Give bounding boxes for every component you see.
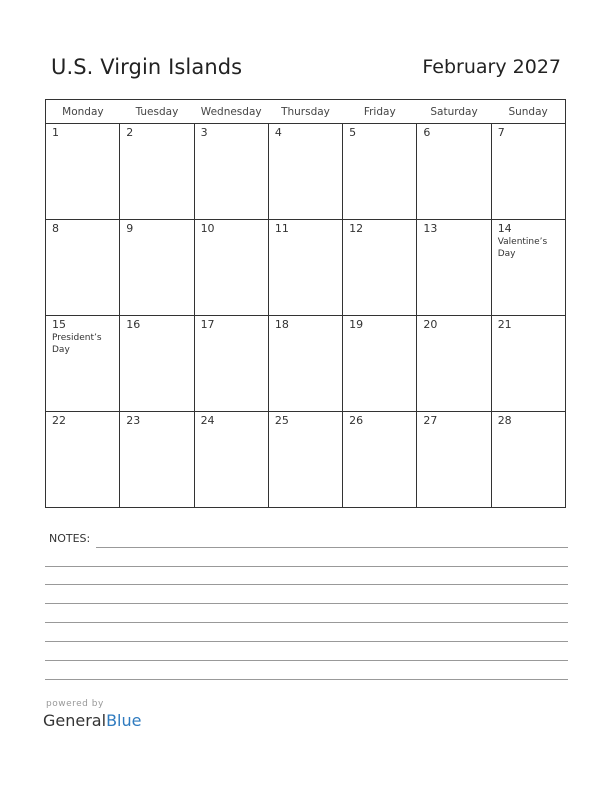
- day-cell: [268, 124, 342, 220]
- day-number: 5: [349, 126, 357, 139]
- day-number: 28: [497, 414, 512, 427]
- day-cell: [417, 220, 491, 316]
- day-number: 24: [200, 414, 215, 427]
- day-cell: [194, 124, 268, 220]
- day-cell: [46, 412, 120, 508]
- note-line: [45, 660, 568, 661]
- day-cell: [120, 124, 194, 220]
- week-row: [46, 220, 566, 316]
- day-cell: [46, 124, 120, 220]
- day-number: 22: [52, 414, 66, 427]
- day-number: 7: [497, 126, 505, 139]
- day-cell: [417, 124, 491, 220]
- generalblue-logo: [43, 711, 141, 730]
- weekday-tuesday: Tuesday: [120, 100, 194, 124]
- powered-by-text: powered by: [46, 699, 104, 709]
- day-number: 14: [497, 222, 512, 235]
- week-row: [46, 412, 566, 508]
- note-line: [45, 584, 568, 585]
- week-row: [46, 316, 566, 412]
- day-cell: [120, 316, 194, 412]
- day-cell: [417, 412, 491, 508]
- weekday-wednesday: Wednesday: [194, 100, 268, 124]
- calendar-month: February 2027: [422, 56, 561, 78]
- day-cell: [194, 316, 268, 412]
- day-cell: [491, 124, 565, 220]
- day-cell: [268, 316, 342, 412]
- holiday-label: Valentine’s Day: [497, 237, 548, 259]
- weekday-sunday: Sunday: [491, 100, 565, 124]
- note-line: [45, 641, 568, 642]
- day-cell: [491, 316, 565, 412]
- day-number: 27: [423, 414, 438, 427]
- day-number: 23: [126, 414, 141, 427]
- weekday-header-row: [46, 100, 566, 124]
- day-number: 8: [52, 222, 59, 235]
- day-cell: [194, 220, 268, 316]
- day-cell: [194, 412, 268, 508]
- day-number: 17: [200, 318, 215, 331]
- day-cell: [46, 220, 120, 316]
- day-number: 25: [274, 414, 289, 427]
- day-number: 1: [52, 126, 59, 139]
- day-number: 9: [126, 222, 134, 235]
- day-cell: [491, 220, 565, 316]
- day-number: 26: [349, 414, 364, 427]
- week-row: [46, 124, 566, 220]
- day-cell: [120, 220, 194, 316]
- day-cell: [268, 220, 342, 316]
- day-cell: [343, 124, 417, 220]
- day-number: 6: [423, 126, 431, 139]
- day-number: 3: [200, 126, 208, 139]
- weekday-saturday: Saturday: [417, 100, 491, 124]
- day-cell: [120, 412, 194, 508]
- day-cell: [268, 412, 342, 508]
- holiday-label: President’s Day: [52, 333, 102, 355]
- weekday-friday: Friday: [343, 100, 417, 124]
- day-number: 12: [349, 222, 364, 235]
- notes-label: NOTES:: [49, 532, 91, 545]
- brand-general: General: [43, 711, 107, 730]
- calendar-title: U.S. Virgin Islands: [51, 55, 243, 79]
- calendar-grid: [45, 99, 566, 508]
- day-cell: [343, 220, 417, 316]
- brand-blue: Blue: [106, 711, 142, 730]
- day-number: 19: [349, 318, 364, 331]
- day-number: 18: [274, 318, 289, 331]
- day-cell: [491, 412, 565, 508]
- note-line: [45, 566, 568, 567]
- day-number: 10: [200, 222, 215, 235]
- day-cell: [46, 316, 120, 412]
- day-number: 4: [274, 126, 282, 139]
- note-line: [45, 603, 568, 604]
- day-cell: [417, 316, 491, 412]
- day-cell: [343, 412, 417, 508]
- day-cell: [343, 316, 417, 412]
- day-number: 11: [274, 222, 289, 235]
- day-number: 21: [497, 318, 512, 331]
- day-number: 16: [126, 318, 141, 331]
- weekday-monday: Monday: [46, 100, 120, 124]
- day-number: 20: [423, 318, 438, 331]
- note-line: [45, 622, 568, 623]
- day-number: 13: [423, 222, 438, 235]
- weekday-thursday: Thursday: [268, 100, 342, 124]
- note-line: [96, 547, 568, 548]
- day-number: 2: [126, 126, 134, 139]
- day-number: 15: [52, 318, 66, 331]
- note-line: [45, 679, 568, 680]
